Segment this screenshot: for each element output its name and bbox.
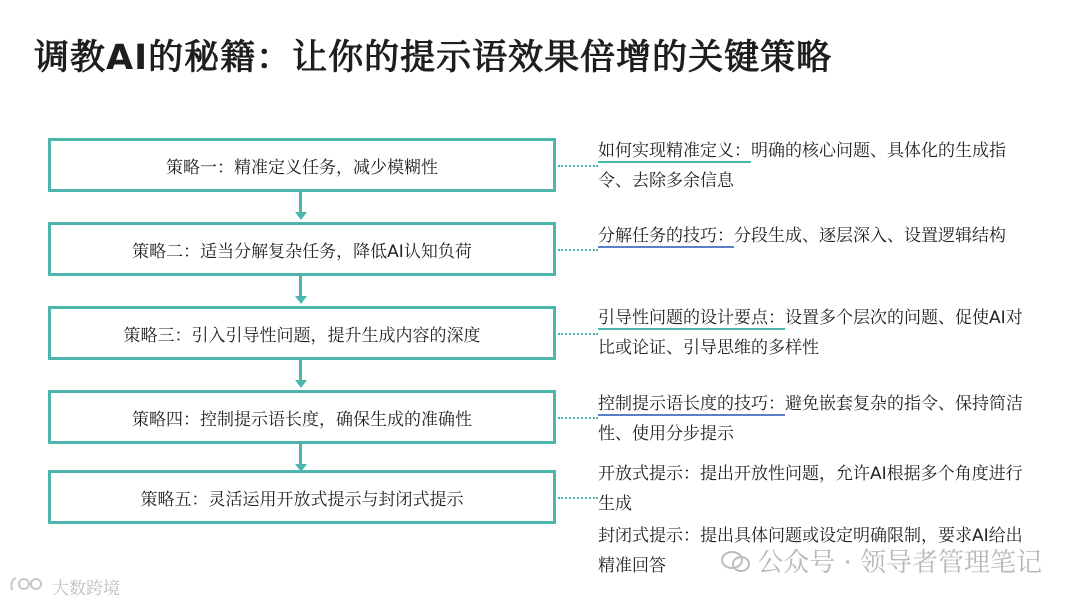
desc-key-4: 控制提示语长度的技巧： [598, 394, 785, 414]
watermark-text: 公众号 · 领导者管理笔记 [757, 548, 1042, 578]
strategy-box-3 [48, 306, 556, 360]
down-arrow-3 [295, 360, 307, 390]
down-arrow-2 [295, 276, 307, 306]
strategy-box-4 [48, 390, 556, 444]
strategy-label-4: 策略四：控制提示语长度，确保生成的准确性 [132, 409, 472, 430]
connector-dotted-4 [558, 417, 598, 419]
strategy-desc-4 [598, 389, 1038, 449]
strategy-box-5 [48, 470, 556, 524]
connector-dotted-1 [558, 165, 598, 167]
strategy-desc-5b: 封闭式提示：提出具体问题或设定明确限制，要求AI给出精准回答 [598, 526, 1023, 576]
desc-key-3: 引导性问题的设计要点： [598, 308, 785, 328]
strategy-label-5: 策略五：灵活运用开放式提示与封闭式提示 [140, 489, 464, 510]
strategy-box-1 [48, 138, 556, 192]
down-arrow-1 [295, 192, 307, 222]
logo-icon [8, 574, 48, 599]
desc-rest-2: 分段生成、逐层深入、设置逻辑结构 [734, 226, 1006, 246]
page-title: 调教AI的秘籍：让你的提示语效果倍增的关键策略 [34, 38, 833, 78]
desc-key-2: 分解任务的技巧： [598, 226, 734, 246]
strategy-desc-3 [598, 303, 1038, 363]
connector-dotted-2 [558, 249, 598, 251]
desc-key-1: 如何实现精准定义： [598, 141, 751, 161]
strategy-desc-1 [598, 136, 1038, 196]
strategy-desc-2 [598, 221, 1038, 251]
connector-dotted-3 [558, 333, 598, 335]
desc-rest-4: 避免嵌套复杂的指令、保持简洁性、使用分步提示 [598, 394, 1023, 444]
strategy-label-1: 策略一：精准定义任务，减少模糊性 [166, 157, 438, 178]
connector-dotted-5 [558, 497, 598, 499]
strategy-label-2: 策略二：适当分解复杂任务，降低AI认知负荷 [132, 241, 472, 262]
watermark [721, 542, 1042, 579]
strategy-label-3: 策略三：引入引导性问题，提升生成内容的深度 [123, 325, 481, 346]
strategy-desc-5a: 开放式提示：提出开放性问题，允许AI根据多个角度进行生成 [598, 464, 1023, 514]
strategy-box-2 [48, 222, 556, 276]
desc-rest-1: 明确的核心问题、具体化的生成指令、去除多余信息 [598, 141, 1006, 191]
desc-rest-3: 设置多个层次的问题、促使AI对比或论证、引导思维的多样性 [598, 308, 1023, 358]
wechat-icon [721, 550, 751, 572]
logo-text: 大数跨境 [52, 579, 120, 599]
brand-logo [8, 574, 120, 599]
